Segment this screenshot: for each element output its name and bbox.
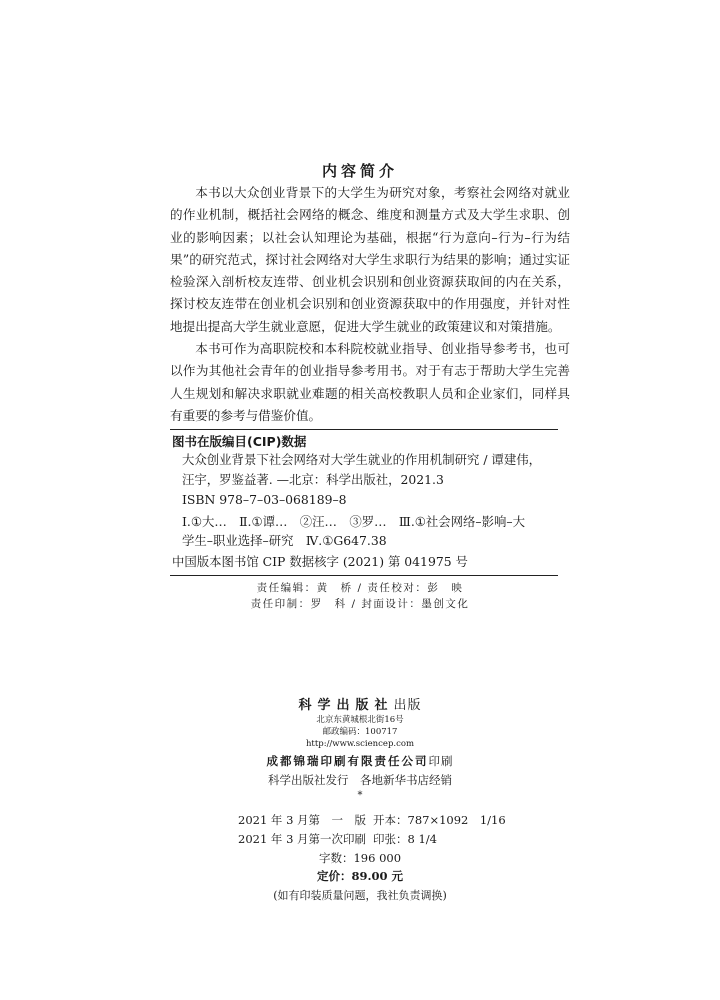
cip-isbn: ISBN 978–7–03–068189–8 (182, 492, 347, 507)
cip-bottom-rule (170, 575, 558, 576)
publisher-address: 北京东黄城根北街16号 (316, 715, 404, 725)
price: 定价：89.00 元 (316, 869, 403, 883)
summary-body (170, 182, 570, 427)
quality-notice: (如有印装质量问题，我社负责调换) (273, 889, 447, 902)
cip-record-line: 汪宇，罗鉴益著. —北京：科学出版社，2021.3 (182, 472, 444, 487)
sheets-text: 印张：8 1/4 (373, 832, 437, 846)
cip-record-line: 大众创业背景下社会网络对大学生就业的作用机制研究 / 谭建伟， (182, 452, 541, 467)
format-text: 开本：787×1092 1/16 (373, 813, 506, 827)
printer-company: 成都锦瑞印刷有限责任公司 (266, 754, 429, 768)
summary-title: 内容简介 (321, 162, 398, 180)
publisher-postcode: 邮政编码：100717 (322, 727, 398, 737)
cip-classification: Ⅰ.①大… Ⅱ.①谭… ②汪… ③罗… Ⅲ.①社会网络–影响–大 (182, 514, 525, 529)
cip-top-rule (170, 429, 558, 430)
printing-text: 2021 年 3 月第一次印刷 (238, 832, 367, 846)
publisher-name (0, 694, 720, 713)
summary-paragraph: 本书可作为高职院校和本科院校就业指导、创业指导参考书，也可以作为其他社会青年的创业指导参考用书。对于有志于帮助大学生完善人生规划和解决求职就业难题的相关高校教职人员和企业家们，同样具有重要的参考与借鉴价值。 (170, 341, 570, 423)
spec-row-edition (238, 812, 538, 828)
edition-text: 2021 年 3 月第 一 版 (238, 813, 367, 827)
distribution-line: 科学出版社发行 各地新华书店经销 (268, 773, 452, 787)
publisher-logo-text: 科学出版社 (298, 698, 394, 713)
separator-star: * (357, 790, 363, 801)
word-count: 字数：196 000 (318, 851, 402, 865)
cip-heading: 图书在版编目(CIP)数据 (172, 434, 307, 449)
cip-verify-number: 中国版本图书馆 CIP 数据核字 (2021) 第 041975 号 (172, 554, 468, 569)
summary-paragraph: 本书以大众创业背景下的大学生为研究对象，考察社会网络对就业的作业机制，概括社会网络的概念、维度和测量方式及大学生求职、创业的影响因素；以社会认知理论为基础，根据“行为意向–行为–行为结果”的研究范式，探讨社会网络对大学生求职行为结果的影响；通过实证检验深入剖析校友连带、创业机会识别和创业资源获取间的内在关系，探讨校友连带在创业机会识别和创业资源获取中的作用强度，并针对性地提出提高大学生就业意愿，促进大学生就业的政策建议和对策措施。 (170, 185, 570, 334)
printer-suffix: 印刷 (428, 754, 454, 768)
printer-name (0, 753, 720, 769)
spec-row-printing (238, 831, 538, 847)
publisher-url: http://www.sciencep.com (305, 739, 415, 749)
staff-production: 责任印制：罗 科 / 封面设计：墨创文化 (250, 598, 470, 610)
publisher-suffix: 出版 (393, 698, 422, 713)
staff-editors: 责任编辑：黄 桥 / 责任校对：彭 映 (256, 582, 464, 594)
cip-classification: 学生–职业选择–研究 Ⅳ.①G647.38 (182, 533, 387, 548)
